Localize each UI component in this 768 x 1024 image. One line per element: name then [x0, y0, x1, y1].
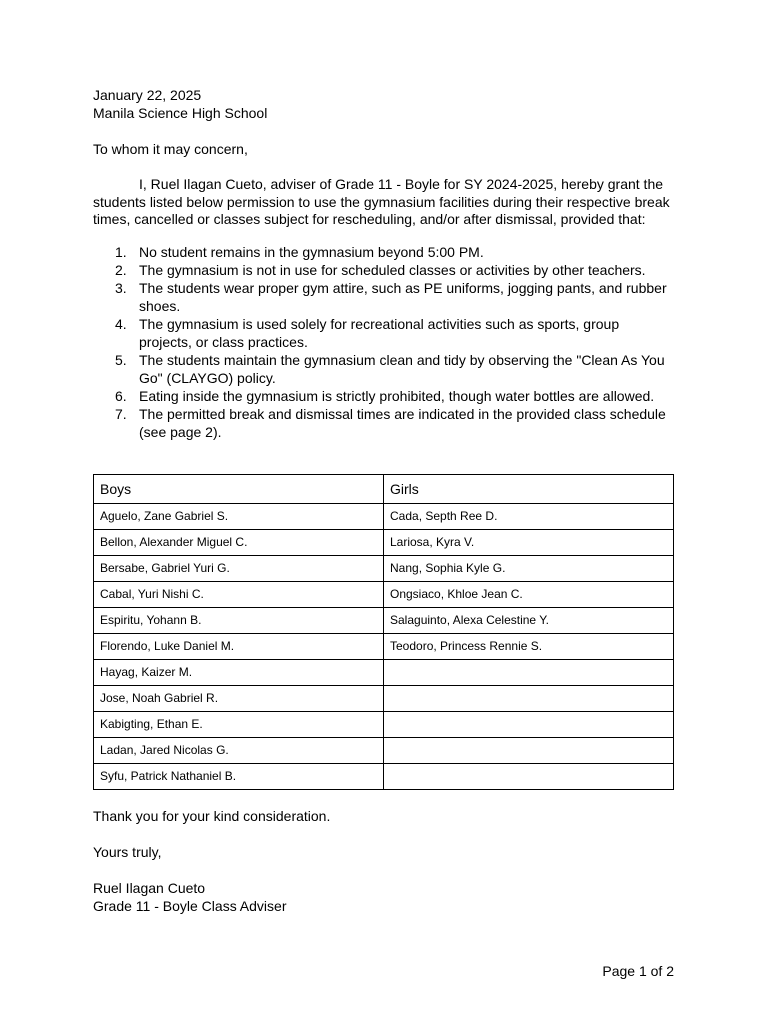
table-row	[94, 555, 674, 581]
boy-name-cell: Ladan, Jared Nicolas G.	[94, 737, 384, 763]
boy-name-cell: Jose, Noah Gabriel R.	[94, 685, 384, 711]
signer-name: Ruel Ilagan Cueto	[93, 879, 206, 896]
boy-name-cell: Espiritu, Yohann B.	[94, 607, 384, 633]
letter-body: I, Ruel Ilagan Cueto, adviser of Grade 11 - Boyle for SY 2024-2025, hereby grant the students listed below permission to use the gymnasium facilities during their respective break times, cancelled or classes subject for rescheduling, and/or after dismissal, provided that:	[93, 176, 670, 227]
table-row	[94, 503, 674, 529]
girl-name-cell: Lariosa, Kyra V.	[384, 529, 674, 555]
girl-name-cell	[384, 685, 674, 711]
condition-item	[115, 387, 675, 405]
conditions-list	[93, 243, 675, 441]
table-row	[94, 607, 674, 633]
condition-text: Eating inside the gymnasium is strictly prohibited, though water bottles are allowed.	[139, 387, 655, 404]
condition-number: 3.	[115, 279, 127, 296]
condition-text: The permitted break and dismissal times are indicated in the provided class schedule (see page 2).	[139, 405, 666, 440]
table-row	[94, 581, 674, 607]
girl-name-cell	[384, 659, 674, 685]
condition-text: The gymnasium is used solely for recreational activities such as sports, group projects, or class practices.	[139, 315, 620, 350]
page-number: Page 1 of 2	[602, 963, 674, 979]
table-row	[94, 659, 674, 685]
condition-text: No student remains in the gymnasium beyond 5:00 PM.	[139, 243, 484, 260]
girl-name-cell: Ongsiaco, Khloe Jean C.	[384, 581, 674, 607]
condition-number: 7.	[115, 405, 127, 422]
boy-name-cell: Aguelo, Zane Gabriel S.	[94, 503, 384, 529]
signer-title: Grade 11 - Boyle Class Adviser	[93, 897, 287, 914]
boy-name-cell: Syfu, Patrick Nathaniel B.	[94, 763, 384, 789]
girl-name-cell	[384, 763, 674, 789]
girl-name-cell	[384, 737, 674, 763]
condition-item	[115, 279, 675, 315]
salutation: To whom it may concern,	[93, 141, 248, 157]
table-row	[94, 685, 674, 711]
table-row	[94, 529, 674, 555]
condition-text: The students wear proper gym attire, such as PE uniforms, jogging pants, and rubber shoes.	[139, 279, 667, 314]
girl-name-cell	[384, 711, 674, 737]
boy-name-cell: Hayag, Kaizer M.	[94, 659, 384, 685]
condition-item	[115, 351, 675, 387]
girl-name-cell: Nang, Sophia Kyle G.	[384, 555, 674, 581]
table-row	[94, 711, 674, 737]
condition-item	[115, 315, 675, 351]
letter-date: January 22, 2025	[93, 87, 202, 103]
table-header-row	[94, 474, 674, 503]
condition-number: 5.	[115, 351, 127, 368]
roster-body	[94, 503, 674, 789]
table-row	[94, 763, 674, 789]
condition-number: 6.	[115, 387, 127, 404]
girl-name-cell: Teodoro, Princess Rennie S.	[384, 633, 674, 659]
letter-page	[93, 86, 675, 915]
boy-name-cell: Bellon, Alexander Miguel C.	[94, 529, 384, 555]
condition-number: 2.	[115, 261, 127, 278]
condition-item	[115, 243, 675, 261]
condition-text: The gymnasium is not in use for scheduled classes or activities by other teachers.	[139, 261, 646, 278]
girl-name-cell: Cada, Septh Ree D.	[384, 503, 674, 529]
boy-name-cell: Florendo, Luke Daniel M.	[94, 633, 384, 659]
boy-name-cell: Cabal, Yuri Nishi C.	[94, 581, 384, 607]
girl-name-cell: Salaguinto, Alexa Celestine Y.	[384, 607, 674, 633]
closing-thanks: Thank you for your kind consideration.	[93, 807, 331, 824]
boy-name-cell: Kabigting, Ethan E.	[94, 711, 384, 737]
school-name: Manila Science High School	[93, 105, 268, 121]
closing: Yours truly,	[93, 843, 162, 860]
boys-header: Boys	[94, 474, 384, 503]
condition-item	[115, 261, 675, 279]
condition-item	[115, 405, 675, 441]
condition-number: 4.	[115, 315, 127, 332]
student-roster-table	[93, 474, 674, 790]
condition-number: 1.	[115, 243, 127, 260]
table-row	[94, 737, 674, 763]
table-row	[94, 633, 674, 659]
condition-text: The students maintain the gymnasium clean and tidy by observing the "Clean As You Go" (CLAYGO) policy.	[139, 351, 665, 386]
boy-name-cell: Bersabe, Gabriel Yuri G.	[94, 555, 384, 581]
girls-header: Girls	[384, 474, 674, 503]
